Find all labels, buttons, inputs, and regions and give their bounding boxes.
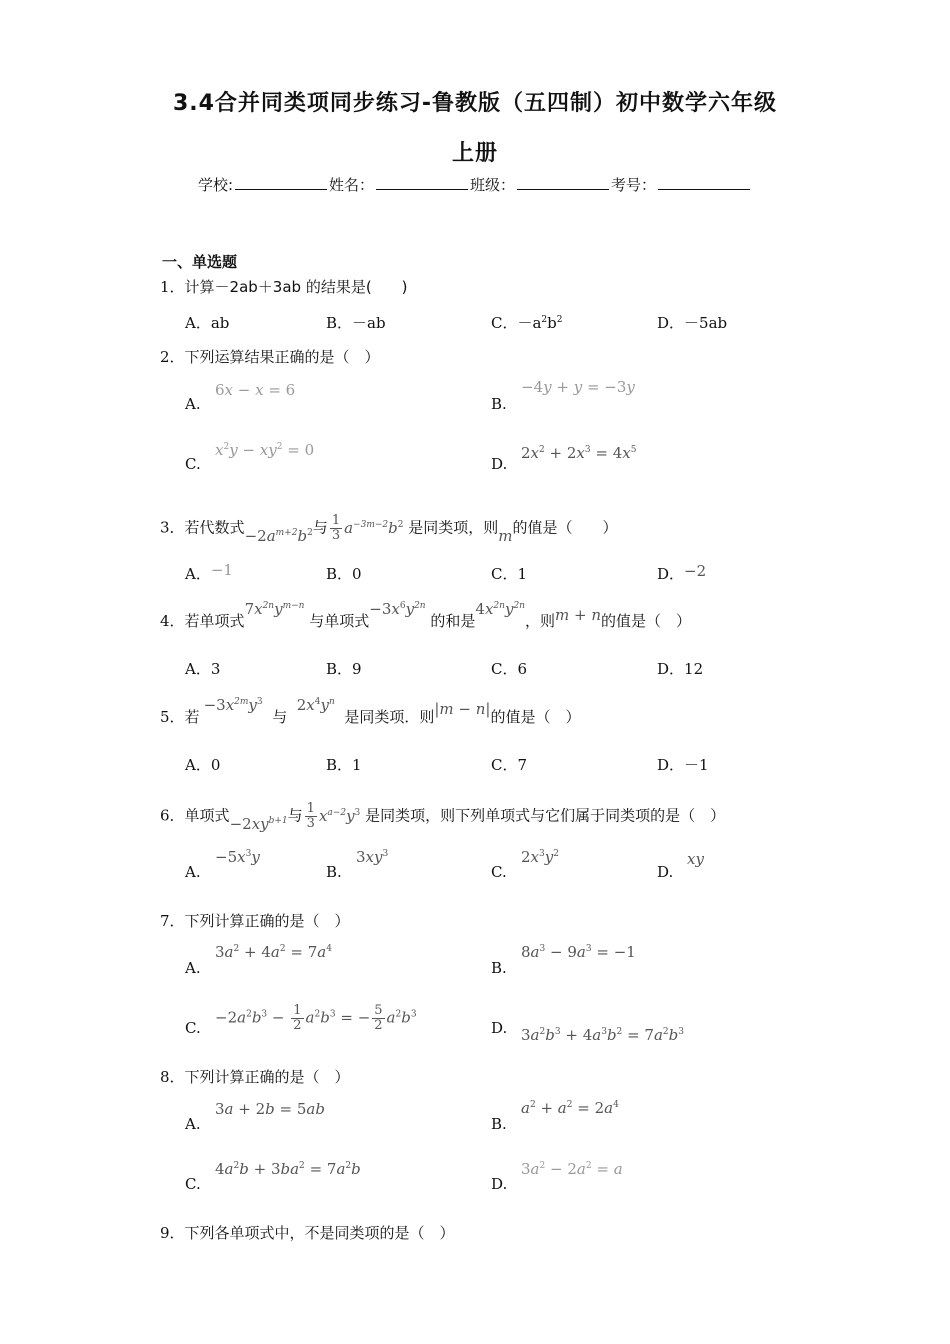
q2-option-c-formula: $x^2y - xy^2 = 0$ (215, 441, 315, 459)
q6-option-a[interactable]: A. (185, 863, 201, 881)
number-label: 考号： (611, 176, 657, 194)
question-text: 下列计算正确的是（ ） (184, 912, 350, 930)
question-number: 6． (160, 806, 185, 825)
q4-expr-3: $4x^{2n}y^{2n}$ (475, 600, 525, 618)
question-3 (160, 514, 618, 543)
q3-option-a-formula: −1 (210, 561, 233, 579)
q6-option-d[interactable]: D. (657, 863, 674, 881)
q3-var-m: m (498, 526, 513, 545)
section-title: 一、单选题 (162, 253, 238, 271)
q3-option-d-formula: −2 (684, 562, 707, 580)
name-blank[interactable] (376, 175, 468, 190)
q3-option-b[interactable]: B．0 (326, 565, 362, 583)
q5-expr-3: |m − n| (434, 700, 491, 718)
class-blank[interactable] (517, 175, 609, 190)
q4-option-d[interactable]: D．12 (657, 660, 704, 678)
q8-option-c-formula: $4a^2b + 3ba^2 = 7a^2b$ (215, 1160, 361, 1178)
q5-expr-2: $2x^4y^n$ (296, 696, 335, 714)
q6-option-c-formula: $2x^3y^2$ (521, 848, 559, 866)
q8-option-b[interactable]: B. (491, 1115, 507, 1133)
q7-option-b[interactable]: B. (491, 959, 507, 977)
question-text: 下列计算正确的是（ ） (184, 1068, 350, 1086)
page-title-line2: 上册 (451, 141, 498, 166)
question-mid2: 的和是 (430, 612, 476, 630)
question-7 (160, 910, 350, 931)
q6-option-b-formula: $3xy^3$ (356, 848, 389, 866)
question-number: 3． (160, 518, 185, 537)
question-post: 是同类项，则 (408, 518, 499, 537)
q3-option-d-label: D． (657, 565, 685, 583)
question-2 (160, 346, 380, 367)
q7-option-a-formula: $3a^2 + 4a^2 = 7a^4$ (215, 943, 332, 961)
q5-option-d[interactable]: D．－1 (657, 756, 709, 774)
q1-option-d[interactable]: D．－5ab (657, 314, 728, 332)
q1-option-c-label: C．－a (491, 314, 542, 332)
student-info-line (0, 174, 950, 195)
question-end: 的值是（ ） (490, 708, 581, 726)
q3-option-a[interactable] (185, 563, 233, 584)
question-mid: 与单项式 (309, 612, 370, 630)
question-mid: 与 (312, 518, 328, 537)
school-blank[interactable] (235, 175, 327, 190)
q6-expr-1: $-2xy^{b+1}$ (229, 814, 288, 833)
q2-option-a-formula: 6x − x = 6 (215, 381, 296, 399)
q6-option-d-formula: xy (687, 850, 704, 868)
question-mid: 与 (272, 708, 288, 726)
q7-option-c-formula: $-2a^2b^3$ − $\frac{1}{2}$ $a^2b^3$ = − $\frac{5}{2}$ $a^2b^3$ (215, 1003, 417, 1033)
question-1 (160, 276, 408, 297)
q1-option-b[interactable]: B．－ab (326, 314, 386, 332)
q2-option-c[interactable]: C. (185, 455, 201, 473)
q7-option-a[interactable]: A. (185, 959, 201, 977)
question-number: 2． (160, 348, 185, 366)
question-4 (160, 600, 691, 631)
q3-option-c[interactable]: C．1 (491, 565, 528, 583)
q8-option-b-formula: $a^2 + a^2 = 2a^4$ (521, 1099, 619, 1117)
q8-option-a[interactable]: A. (185, 1115, 201, 1133)
page-title: 3.4合并同类项同步练习-鲁教版（五四制）初中数学六年级 (172, 91, 778, 116)
q7-option-b-formula: $8a^3 - 9a^3 = -1$ (521, 943, 636, 961)
question-end: 的值是（ ） (512, 518, 618, 537)
q1-option-a[interactable]: A．ab (185, 314, 230, 332)
question-number: 5． (160, 708, 185, 726)
question-9 (160, 1222, 455, 1243)
q3-expr-1: $-2a^{m+2}b^2$ (244, 526, 313, 545)
question-post: 是同类项．则 (344, 708, 435, 726)
q4-option-b[interactable]: B．9 (326, 660, 362, 678)
q1-option-c-tail: b (547, 314, 557, 332)
question-5 (160, 696, 581, 727)
q7-option-d[interactable]: D. (491, 1019, 508, 1037)
q3-option-a-label: A． (185, 565, 211, 583)
q4-expr-4: m + n (554, 606, 601, 624)
q5-option-c[interactable]: C．7 (491, 756, 528, 774)
class-label: 班级： (470, 176, 516, 194)
question-post: ，则 (524, 612, 555, 630)
q6-option-b[interactable]: B. (326, 863, 342, 881)
q5-expr-1: $-3x^{2m}y^3$ (203, 696, 263, 714)
q2-option-a[interactable]: A. (185, 395, 201, 413)
q7-option-c[interactable]: C. (185, 1019, 201, 1037)
question-text: 下列各单项式中，不是同类项的是（ ） (184, 1224, 455, 1242)
question-text: 计算－2ab＋3ab 的结果是( ) (184, 278, 408, 296)
q6-option-a-formula: $-5x^3y$ (215, 848, 260, 866)
question-number: 1． (160, 278, 185, 296)
question-number: 8． (160, 1068, 185, 1086)
q8-option-c[interactable]: C. (185, 1175, 201, 1193)
question-number: 9． (160, 1224, 185, 1242)
q4-expr-2: $-3x^6y^{2n}$ (369, 600, 426, 618)
q3-option-d[interactable] (657, 563, 706, 584)
question-end: 的值是（ ） (600, 612, 691, 630)
q2-option-d[interactable]: D. (491, 455, 508, 473)
question-8 (160, 1066, 350, 1087)
q4-option-a[interactable]: A．3 (185, 660, 221, 678)
q5-option-b[interactable]: B．1 (326, 756, 362, 774)
question-mid: 与 (287, 806, 303, 825)
question-pre: 若 (184, 708, 200, 726)
q1-option-c[interactable]: C．$-a^2b^2$ (491, 314, 563, 332)
q8-option-a-formula: 3a + 2b = 5ab (215, 1100, 325, 1118)
q6-expr-2: $\frac{1}{3}$ $x^{a-2}y^3$ (306, 801, 361, 831)
q4-expr-1: $7x^{2n}y^{m-n}$ (244, 600, 305, 618)
question-6 (160, 802, 725, 831)
school-label: 学校: (197, 176, 233, 194)
q2-option-b-formula: −4y + y = −3y (521, 378, 635, 396)
q5-option-a[interactable]: A．0 (185, 756, 221, 774)
question-pre: 若代数式 (184, 518, 245, 537)
q6-option-c[interactable]: C. (491, 863, 507, 881)
q4-option-c[interactable]: C．6 (491, 660, 528, 678)
q2-option-b[interactable]: B. (491, 395, 507, 413)
question-post: 是同类项，则下列单项式与它们属于同类项的是（ ） (365, 806, 726, 825)
q7-option-d-formula: $3a^2b^3 + 4a^3b^2 = 7a^2b^3$ (521, 1026, 684, 1044)
number-blank[interactable] (658, 175, 750, 190)
question-number: 4． (160, 612, 185, 630)
question-text: 下列运算结果正确的是（ ） (184, 348, 380, 366)
q2-option-d-formula: $2x^2 + 2x^3 = 4x^5$ (521, 444, 637, 462)
question-number: 7． (160, 912, 185, 930)
q8-option-d-formula: $3a^2 - 2a^2 = a$ (521, 1160, 623, 1178)
q8-option-d[interactable]: D. (491, 1175, 508, 1193)
q3-expr-2: $\frac{1}{3}$ $a^{-3m-2}b^2$ (331, 513, 404, 543)
question-pre: 单项式 (184, 806, 230, 825)
question-pre: 若单项式 (184, 612, 245, 630)
name-label: 姓名： (329, 176, 375, 194)
